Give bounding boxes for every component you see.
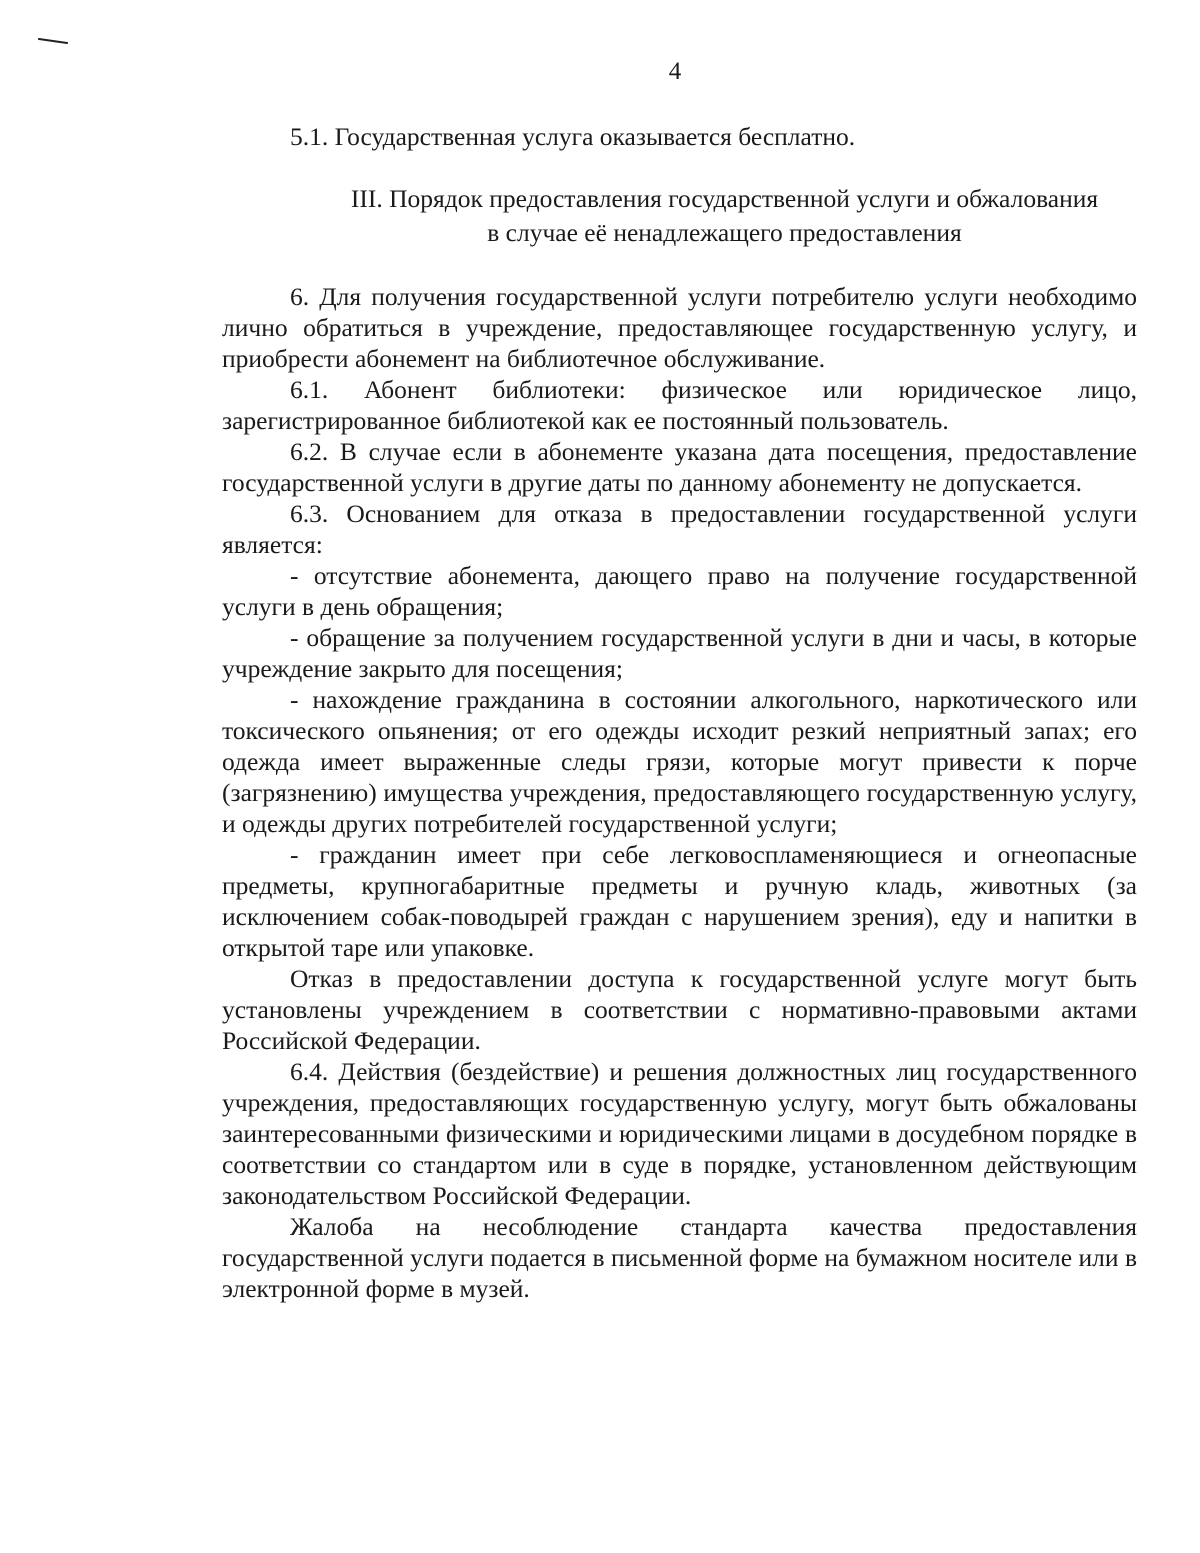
paragraph-complaint: Жалоба на несоблюдение стандарта качества предоставления государственной услуги подается в письменной форме на бумажном носителе или в электронной форме в музей. [222, 1212, 1137, 1303]
list-item-prohibited-items: - гражданин имеет при себе легковоспламеняющиеся и огнеопасные предметы, крупногабаритные предметы и ручную кладь, животных (за исключением собак-поводырей граждан с нарушением зрения), еду и напитки в открытой таре или упаковке. [222, 840, 1137, 962]
page-number: 4 [668, 58, 682, 85]
paragraph-6: 6. Для получения государственной услуги потребителю услуги необходимо лично обратиться в учреждение, предоставляющее государственную услугу, и приобрести абонемент на библиотечное обслуживание. [222, 282, 1137, 373]
list-item-no-subscription: - отсутствие абонемента, дающего право на получение государственной услуги в день обращения; [222, 561, 1137, 621]
section-paragraphs [222, 281, 1137, 1304]
paragraph-6-2: 6.2. В случае если в абонементе указана дата посещения, предоставление государственной услуги в другие даты по данному абонементу не допускается. [222, 437, 1137, 497]
section-heading [222, 182, 1137, 250]
clause-5-1: 5.1. Государственная услуга оказывается бесплатно. [290, 122, 856, 151]
section-heading-line-2: в случае её ненадлежащего предоставления [487, 218, 962, 247]
scan-artifact-mark [38, 38, 68, 44]
paragraph-6-1: 6.1. Абонент библиотеки: физическое или юридическое лицо, зарегистрированное библиотекой как ее постоянный пользователь. [222, 375, 1137, 435]
paragraph-6-3: 6.3. Основанием для отказа в предоставлении государственной услуги является: [222, 499, 1137, 559]
paragraph-refusal-note: Отказ в предоставлении доступа к государственной услуге могут быть установлены учреждением в соответствии с нормативно-правовыми актами Российской Федерации. [222, 964, 1137, 1055]
list-item-closed-hours: - обращение за получением государственной услуги в дни и часы, в которые учреждение закрыто для посещения; [222, 623, 1137, 683]
paragraph-6-4: 6.4. Действия (бездействие) и решения должностных лиц государственного учреждения, предоставляющих государственную услугу, могут быть обжалованы заинтересованными физическими и юридическими лицами в досудебном порядке в соответствии со стандартом или в суде в порядке, установленном действующим законодательством Российской Федерации. [222, 1057, 1137, 1210]
list-item-intoxication: - нахождение гражданина в состоянии алкогольного, наркотического или токсического опьянения; от его одежды исходит резкий неприятный запах; его одежда имеет выраженные следы грязи, которые могут привести к порче (загрязнению) имущества учреждения, предоставляющего государственную услугу, и одежды других потребителей государственной услуги; [222, 685, 1137, 838]
section-heading-line-1: III. Порядок предоставления государственной услуги и обжалования [350, 184, 1099, 213]
